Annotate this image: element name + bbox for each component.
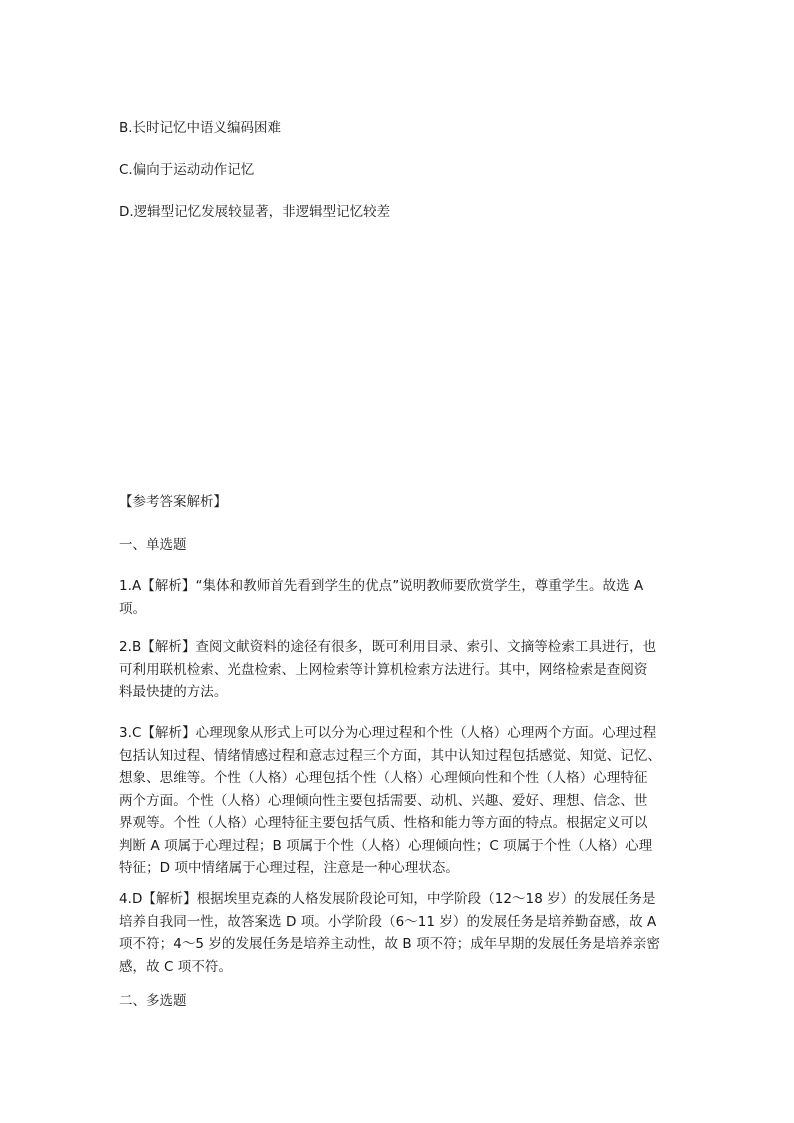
answer-line: 两个方面。个性（人格）心理倾向性主要包括需要、动机、兴趣、爱好、理想、信念、世 xyxy=(119,792,648,809)
answer-line: 项不符；4～5 岁的发展任务是培养主动性，故 B 项不符；成年早期的发展任务是培养亲密 xyxy=(119,936,660,952)
answer-line: 3.C【解析】心理现象从形式上可以分为心理过程和个性（人格）心理两个方面。心理过程 xyxy=(119,725,657,741)
answer-line: 1.A【解析】“集体和教师首先看到学生的优点”说明教师要欣赏学生，尊重学生。故选 A xyxy=(119,578,644,594)
answer-line: 培养自我同一性，故答案选 D 项。小学阶段（6～11 岁）的发展任务是培养勤奋感，故 A xyxy=(119,913,657,930)
answer-line: 项。 xyxy=(119,600,147,617)
answer-line: 2.B【解析】查阅文献资料的途径有很多，既可利用目录、索引、文摘等检索工具进行，也 xyxy=(119,639,657,655)
answer-item-4 xyxy=(119,888,675,978)
answer-item-2 xyxy=(119,636,675,704)
answer-line: 特征；D 项中情绪属于心理过程，注意是一种心理状态。 xyxy=(119,860,459,876)
option-d: D.逻辑型记忆发展较显著，非逻辑型记忆较差 xyxy=(119,204,391,220)
answer-line: 4.D【解析】根据埃里克森的人格发展阶段论可知，中学阶段（12～18 岁）的发展任务是 xyxy=(119,891,656,907)
answer-line: 想象、思维等。个性（人格）心理包括个性（人格）心理倾向性和个性（人格）心理特征 xyxy=(119,770,648,786)
section-heading-multiple-choice: 二、多选题 xyxy=(119,993,187,1009)
answer-section-title: 【参考答案解析】 xyxy=(119,494,227,510)
answer-item-3 xyxy=(119,722,675,880)
option-c: C.偏向于运动动作记忆 xyxy=(119,162,255,178)
answer-item-1 xyxy=(119,575,675,620)
answer-line: 判断 A 项属于心理过程；B 项属于个性（人格）心理倾向性；C 项属于个性（人格）心理 xyxy=(119,837,653,854)
option-b: B.长时记忆中语义编码困难 xyxy=(119,120,282,136)
answer-line: 可利用联机检索、光盘检索、上网检索等计算机检索方法进行。其中，网络检索是查阅资 xyxy=(119,661,648,678)
section-heading-single-choice: 一、单选题 xyxy=(119,537,187,553)
answer-line: 界观等。个性（人格）心理特征主要包括气质、性格和能力等方面的特点。根据定义可以 xyxy=(119,815,648,831)
answer-line: 包括认知过程、情绪情感过程和意志过程三个方面，其中认知过程包括感觉、知觉、记忆、 xyxy=(119,747,661,764)
answer-line: 感，故 C 项不符。 xyxy=(119,958,233,975)
answer-line: 料最快捷的方法。 xyxy=(119,684,228,700)
